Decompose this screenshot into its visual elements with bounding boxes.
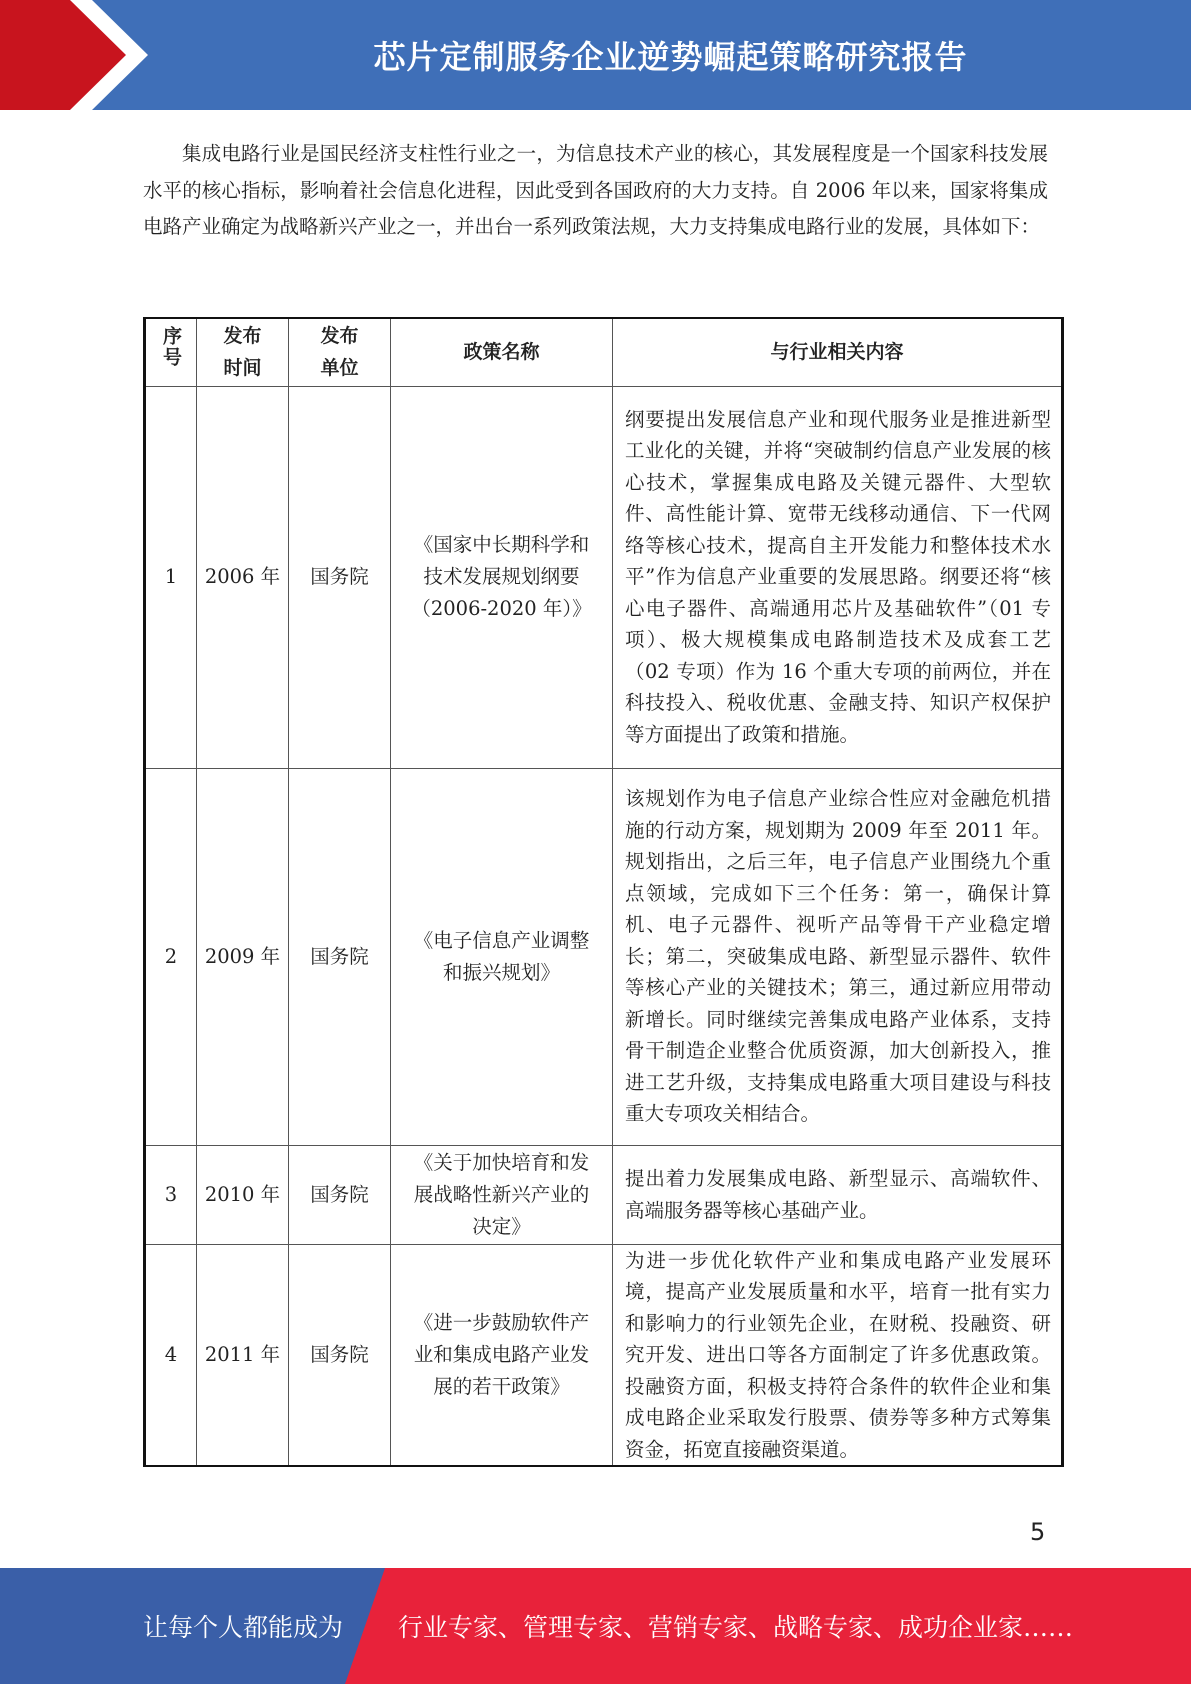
cell-issuer: 国务院 [289, 386, 391, 768]
cell-issuer: 国务院 [289, 768, 391, 1145]
header-issuer: 发布单位 [289, 318, 391, 386]
cell-policy-name: 《国家中长期科学和技术发展规划纲要（2006-2020 年）》 [391, 386, 613, 768]
cell-issuer: 国务院 [289, 1145, 391, 1244]
cell-policy-name: 《关于加快培育和发展战略性新兴产业的决定》 [391, 1145, 613, 1244]
header-seq: 序号 [145, 318, 197, 386]
cell-content: 该规划作为电子信息产业综合性应对金融危机措施的行动方案，规划期为 2009 年至 2011 年。规划指出，之后三年，电子信息产业围绕九个重点领域，完成如下三个任务：第一，确保计算机、电子元器件、视听产品等骨干产业稳定增长；第二，突破集成电路、新型显示器件、软件等核心产业的关键技术；第三，通过新应用带动新增长。同时继续完善集成电路产业体系，支持骨干制造企业整合优质资源，加大创新投入，推进工艺升级，支持集成电路重大项目建设与科技重大专项攻关相结合。 [613, 768, 1063, 1145]
header-banner [0, 0, 1191, 110]
cell-seq: 1 [145, 386, 197, 768]
table-header-row [145, 318, 1063, 386]
intro-paragraph: 集成电路行业是国民经济支柱性行业之一，为信息技术产业的核心，其发展程度是一个国家科技发展水平的核心指标，影响着社会信息化进程，因此受到各国政府的大力支持。自 2006 年以来，国家将集成电路产业确定为战略新兴产业之一，并出台一系列政策法规，大力支持集成电路行业的发展，具体如下： [143, 142, 1048, 238]
cell-seq: 2 [145, 768, 197, 1145]
cell-content: 纲要提出发展信息产业和现代服务业是推进新型工业化的关键，并将“突破制约信息产业发展的核心技术，掌握集成电路及关键元器件、大型软件、高性能计算、宽带无线移动通信、下一代网络等核心技术，提高自主开发能力和整体技术水平”作为信息产业重要的发展思路。纲要还将“核心电子器件、高端通用芯片及基础软件”（01 专项）、极大规模集成电路制造技术及成套工艺 （02 专项）作为 16 个重大专项的前两位，并在科技投入、税收优惠、金融支持、知识产权保护等方面提出了政策和措施。 [613, 386, 1063, 768]
header-red-arrow [0, 0, 148, 110]
header-date: 发布时间 [197, 318, 289, 386]
table-row [145, 1244, 1063, 1466]
cell-policy-name: 《电子信息产业调整和振兴规划》 [391, 768, 613, 1145]
cell-policy-name: 《进一步鼓励软件产业和集成电路产业发展的若干政策》 [391, 1244, 613, 1466]
cell-seq: 3 [145, 1145, 197, 1244]
cell-date: 2011 年 [197, 1244, 289, 1466]
cell-date: 2006 年 [197, 386, 289, 768]
header-policy-name: 政策名称 [391, 318, 613, 386]
cell-issuer: 国务院 [289, 1244, 391, 1466]
footer-banner [0, 1568, 1191, 1684]
cell-date: 2009 年 [197, 768, 289, 1145]
footer-slogan-right: 行业专家、管理专家、营销专家、战略专家、成功企业家…… [398, 1613, 1074, 1642]
table-row [145, 1145, 1063, 1244]
cell-date: 2010 年 [197, 1145, 289, 1244]
cell-seq: 4 [145, 1244, 197, 1466]
header-content: 与行业相关内容 [613, 318, 1063, 386]
page-number: 5 [1030, 1518, 1046, 1546]
report-title: 芯片定制服务企业逆势崛起策略研究报告 [373, 38, 968, 76]
table-row [145, 386, 1063, 768]
cell-content: 为进一步优化软件产业和集成电路产业发展环境，提高产业发展质量和水平，培育一批有实力和影响力的行业领先企业，在财税、投融资、研究开发、进出口等各方面制定了许多优惠政策。投融资方面，积极支持符合条件的软件企业和集成电路企业采取发行股票、债券等多种方式筹集资金，拓宽直接融资渠道。 [613, 1244, 1063, 1466]
policy-table [143, 317, 1064, 1467]
table-row [145, 768, 1063, 1145]
footer-slogan-left: 让每个人都能成为 [143, 1613, 344, 1642]
cell-content: 提出着力发展集成电路、新型显示、高端软件、高端服务器等核心基础产业。 [613, 1145, 1063, 1244]
